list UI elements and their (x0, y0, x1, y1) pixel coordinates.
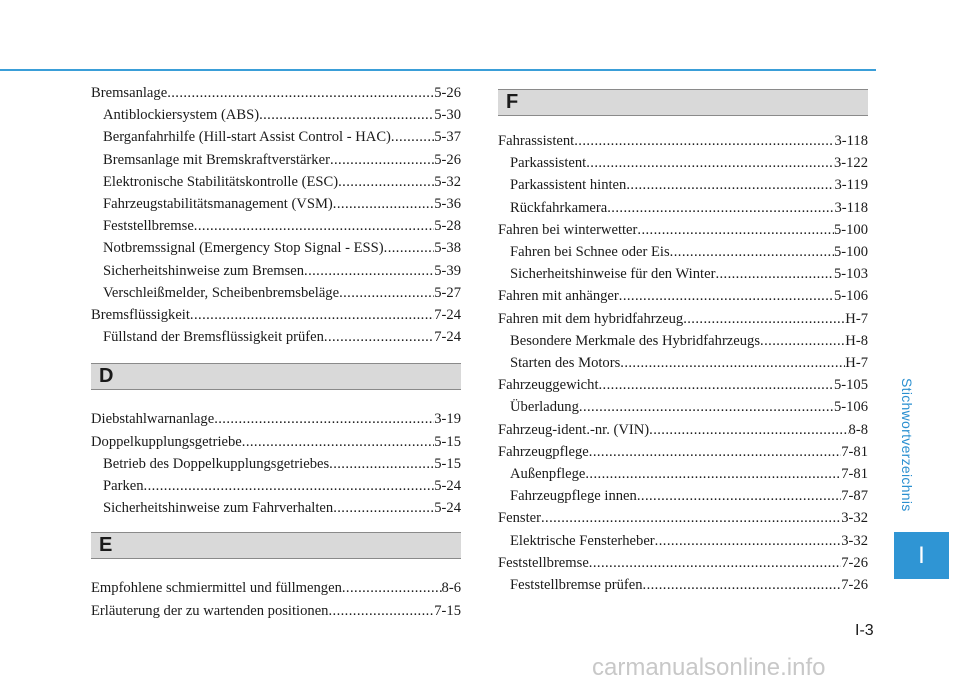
index-entry[interactable] (498, 285, 868, 307)
leader-dots (214, 408, 434, 430)
entry-term: Sicherheitshinweise für den Winter (510, 266, 716, 283)
entry-page-ref: 7-81 (841, 443, 868, 460)
index-entry[interactable] (91, 304, 461, 326)
entry-page-ref: 5-30 (434, 107, 461, 124)
index-entry[interactable] (498, 507, 868, 529)
entry-page-ref: 5-103 (833, 266, 868, 283)
entry-page-ref: 3-118 (834, 133, 868, 149)
index-entry[interactable] (498, 441, 868, 463)
index-entry[interactable] (498, 241, 868, 263)
entry-page-ref: 5-105 (833, 377, 868, 394)
entry-page-ref: 5-24 (434, 500, 461, 517)
entry-term: Fahren mit anhänger (498, 288, 619, 305)
index-entry[interactable] (498, 174, 868, 196)
entry-term: Fahren bei winterwetter (498, 221, 638, 238)
entry-term: Fahrzeugstabilitätsmanagement (VSM) (103, 196, 333, 213)
sidebar (894, 0, 960, 689)
leader-dots (620, 352, 845, 374)
leader-dots (649, 419, 848, 441)
entry-term: Diebstahlwarnanlage (91, 411, 215, 428)
leader-dots (586, 152, 834, 174)
leader-dots (589, 441, 841, 463)
index-entry[interactable] (91, 326, 461, 348)
index-entry[interactable] (498, 574, 868, 596)
chapter-tab[interactable]: I (894, 532, 949, 579)
leader-dots (333, 193, 434, 215)
entry-page-ref: 7-26 (841, 577, 868, 594)
entry-page-ref: 5-100 (833, 221, 868, 238)
entry-page-ref: 3-32 (841, 532, 868, 549)
index-entry[interactable] (498, 463, 868, 485)
leader-dots (637, 219, 834, 241)
entry-term: Elektronische Stabilitätskontrolle (ESC) (103, 173, 339, 190)
index-entry[interactable] (91, 215, 461, 237)
entry-term: Füllstand der Bremsflüssigkeit prüfen (103, 329, 324, 346)
leader-dots (384, 237, 435, 259)
leader-dots (333, 497, 434, 519)
entry-term: Fahren mit dem hybridfahrzeug (498, 310, 684, 327)
leader-dots (655, 530, 842, 552)
entry-term: Parkassistent hinten (510, 177, 627, 194)
entry-page-ref: 5-38 (434, 240, 461, 257)
entry-term: Außenpflege (510, 466, 586, 483)
entry-page-ref: H-8 (845, 332, 868, 349)
leader-dots (259, 104, 434, 126)
leader-dots (342, 577, 442, 599)
index-entry[interactable] (91, 431, 461, 453)
index-entry[interactable] (498, 396, 868, 418)
leader-dots (715, 263, 834, 285)
entry-term: Feststellbremse (498, 554, 589, 571)
leader-dots (338, 171, 434, 193)
index-entry[interactable] (91, 600, 461, 622)
entry-page-ref: 5-28 (434, 218, 461, 235)
entry-term: Fenster (498, 510, 541, 527)
leader-dots (391, 126, 434, 148)
index-entry[interactable] (498, 197, 868, 219)
index-entry[interactable] (91, 126, 461, 148)
index-column-right (498, 89, 868, 596)
entry-term: Betrieb des Doppelkupplungsgetriebes (103, 455, 330, 472)
entry-term: Feststellbremse prüfen (510, 577, 643, 594)
index-entry[interactable] (91, 260, 461, 282)
index-entry[interactable] (498, 308, 868, 330)
index-entry[interactable] (91, 282, 461, 304)
index-entry[interactable] (91, 408, 461, 430)
entry-page-ref: 7-87 (841, 488, 868, 505)
leader-dots (190, 304, 434, 326)
leader-dots (304, 260, 434, 282)
leader-dots (330, 149, 434, 171)
entry-page-ref: 5-106 (833, 288, 868, 305)
entry-term: Berganfahrhilfe (Hill-start Assist Control - HAC) (103, 129, 391, 146)
entry-term: Bremsanlage mit Bremskraftverstärker (103, 151, 330, 168)
entry-page-ref: 5-15 (434, 433, 461, 450)
index-entry[interactable] (91, 237, 461, 259)
index-entry[interactable] (91, 475, 461, 497)
entry-page-ref: 5-15 (434, 455, 461, 472)
entry-term: Sicherheitshinweise zum Fahrverhalten (103, 500, 334, 517)
page-number: I-3 (855, 622, 874, 639)
index-entry[interactable] (91, 82, 461, 104)
index-entry[interactable] (91, 104, 461, 126)
entry-term: Notbremssignal (Emergency Stop Signal - ESS) (103, 240, 384, 257)
index-entry[interactable] (91, 497, 461, 519)
entry-term: Fahren bei Schnee oder Eis (510, 244, 670, 261)
entry-page-ref: 8-8 (848, 421, 868, 438)
leader-dots (643, 574, 842, 596)
entry-term: Bremsanlage (91, 85, 168, 101)
entry-page-ref: 5-27 (434, 284, 461, 301)
entry-page-ref: 5-100 (833, 244, 868, 261)
entry-term: Empfohlene schmiermittel und füllmengen (91, 580, 342, 597)
entry-term: Starten des Motors (510, 355, 621, 372)
entry-page-ref: 7-24 (434, 307, 461, 324)
leader-dots (619, 285, 834, 307)
entry-page-ref: 7-81 (841, 466, 868, 483)
entry-term: Fahrzeugpflege (498, 443, 589, 460)
index-entry[interactable] (498, 552, 868, 574)
entry-term: Fahrzeug-ident.-nr. (VIN) (498, 421, 650, 438)
leader-dots (760, 330, 845, 352)
leader-dots (144, 475, 435, 497)
index-entry[interactable] (498, 219, 868, 241)
leader-dots (324, 326, 434, 348)
entry-page-ref: 7-24 (434, 329, 461, 346)
leader-dots (626, 174, 834, 196)
entry-page-ref: 3-119 (834, 177, 868, 194)
leader-dots (574, 130, 834, 152)
header-rule (0, 69, 876, 71)
section-heading-d: D (91, 363, 461, 390)
entry-term: Besondere Merkmale des Hybridfahrzeugs (510, 332, 761, 349)
section-heading-e: E (91, 532, 461, 559)
entry-term: Parkassistent (510, 155, 587, 172)
leader-dots (579, 396, 834, 418)
entry-page-ref: 5-37 (434, 129, 461, 146)
index-entry[interactable] (498, 419, 868, 441)
index-entry[interactable] (498, 152, 868, 174)
index-entry[interactable] (498, 330, 868, 352)
entry-term: Überladung (510, 399, 579, 416)
index-entry[interactable] (498, 485, 868, 507)
leader-dots (670, 241, 834, 263)
entry-term: Sicherheitshinweise zum Bremsen (103, 262, 305, 279)
index-group (91, 408, 461, 519)
leader-dots (599, 374, 834, 396)
entry-page-ref: 8-6 (441, 580, 461, 597)
entry-term: Bremsflüssigkeit (91, 307, 190, 324)
entry-page-ref: 7-15 (434, 602, 461, 619)
entry-term: Elektrische Fensterheber (510, 532, 655, 549)
entry-page-ref: 5-39 (434, 262, 461, 279)
leader-dots (242, 431, 434, 453)
entry-page-ref: 3-118 (834, 199, 868, 216)
entry-page-ref: 3-122 (833, 155, 868, 172)
entry-term: Feststellbremse (103, 218, 194, 235)
entry-term: Antiblockiersystem (ABS) (103, 107, 260, 124)
index-entry[interactable] (498, 352, 868, 374)
entry-term: Doppelkupplungsgetriebe (91, 433, 242, 450)
entry-term: Parken (103, 478, 144, 495)
entry-term: Rückfahrkamera (510, 199, 608, 216)
index-group (91, 577, 461, 621)
leader-dots (194, 215, 434, 237)
index-entry[interactable] (498, 263, 868, 285)
entry-page-ref: 7-26 (841, 554, 868, 571)
watermark: carmanualsonline.info (592, 654, 826, 681)
entry-page-ref: 3-32 (841, 510, 868, 527)
section-heading-f: F (498, 89, 868, 116)
index-column-left (91, 82, 461, 622)
index-entry[interactable] (91, 149, 461, 171)
index-group (498, 130, 868, 596)
leader-dots (329, 453, 434, 475)
entry-page-ref: 3-19 (434, 411, 461, 428)
entry-page-ref: 5-106 (833, 399, 868, 416)
index-group (91, 82, 461, 348)
entry-term: Verschleißmelder, Scheibenbremsbeläge (103, 284, 340, 301)
leader-dots (541, 507, 841, 529)
entry-page-ref: 5-26 (434, 85, 461, 101)
index-entry[interactable] (498, 374, 868, 396)
index-entry[interactable] (91, 193, 461, 215)
entry-term: Fahrzeuggewicht (498, 377, 599, 394)
entry-term: Erläuterung der zu wartenden positionen (91, 602, 329, 619)
leader-dots (683, 308, 845, 330)
entry-page-ref: H-7 (845, 355, 868, 372)
index-entry[interactable] (91, 171, 461, 193)
index-entry[interactable] (91, 577, 461, 599)
entry-page-ref: H-7 (845, 310, 868, 327)
index-entry[interactable] (91, 453, 461, 475)
leader-dots (585, 463, 841, 485)
entry-term: Fahrzeugpflege innen (510, 488, 637, 505)
leader-dots (637, 485, 841, 507)
entry-page-ref: 5-36 (434, 196, 461, 213)
index-entry[interactable] (498, 130, 868, 152)
sidebar-label: Stichwortverzeichnis (899, 378, 915, 512)
leader-dots (589, 552, 841, 574)
entry-page-ref: 5-32 (434, 173, 461, 190)
leader-dots (328, 600, 434, 622)
leader-dots (167, 82, 434, 104)
entry-page-ref: 5-26 (434, 151, 461, 168)
index-entry[interactable] (498, 530, 868, 552)
entry-page-ref: 5-24 (434, 478, 461, 495)
leader-dots (607, 197, 834, 219)
entry-term: Fahrassistent (498, 133, 575, 149)
leader-dots (339, 282, 434, 304)
